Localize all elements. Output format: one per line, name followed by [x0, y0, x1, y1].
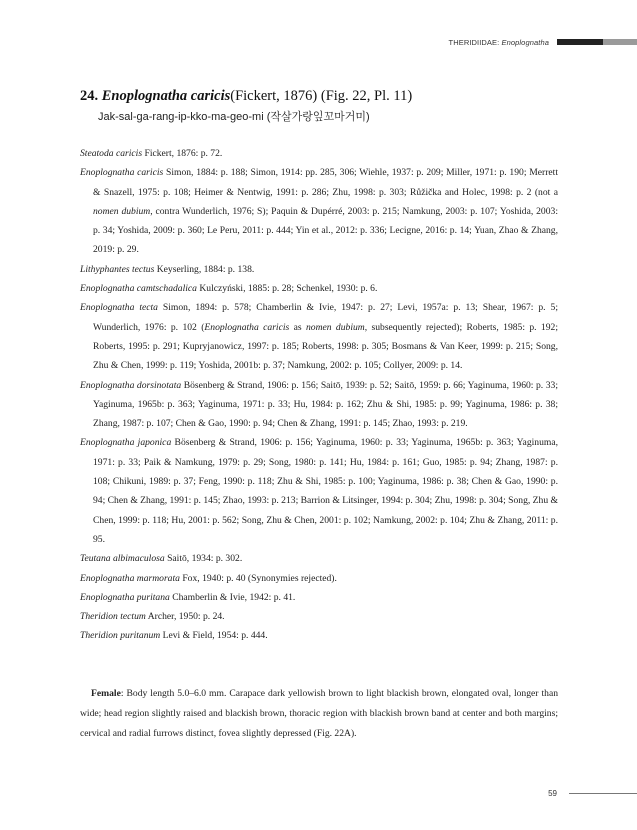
synonym-name: Enoplognatha caricis [80, 167, 164, 179]
synonym-name: Enoplognatha puritana [80, 591, 170, 603]
synonym-refs: Fickert, 1876: p. 72. [142, 148, 223, 159]
synonym-entry [80, 376, 558, 434]
species-name: Enoplognatha caricis [101, 88, 231, 104]
synonym-entry [80, 569, 558, 588]
female-description [80, 684, 558, 744]
synonym-name: Enoplognatha tecta [80, 302, 158, 314]
synonym-refs: Bösenberg & Strand, 1906: p. 156; Saitō, 1939: p. 52; Saitō, 1959: p. 66; Yaginuma, 1960: p. 33; Yaginuma, 1965b: p. 363; Yaginuma, 1971: p. 33; Hu, 1984: p. 162; Zhu & Shi, 1985: p. 99; Yaginuma, 1986: p. 38; Zhang, 1987: p. 107; Chen & Gao, 1990: p. 94; Chen & Zhang, 1991: p. 145; Zhao, 1993: p. 219. [93, 379, 558, 430]
synonym-refs: Levi & Field, 1954: p. 444. [160, 630, 268, 642]
synonym-entry [80, 260, 558, 279]
header-bar-dark [557, 39, 603, 45]
synonym-refs: Saitō, 1934: p. 302. [164, 553, 243, 565]
synonym-name: Enoplognatha camtschadalica [80, 283, 197, 295]
common-name: Jak-sal-ga-rang-ip-kko-ma-geo-mi (작살가랑잎꼬마거미) [98, 111, 370, 123]
page-number: 59 [548, 789, 557, 798]
species-author: (Fickert, 1876) [230, 88, 318, 104]
page-footer [548, 789, 637, 798]
synonym-refs: Archer, 1950: p. 24. [145, 611, 225, 623]
synonym-name: Enoplognatha dorsinotata [80, 379, 182, 391]
synonym-refs: Chamberlin & Ivie, 1942: p. 41. [169, 591, 296, 603]
synonym-entry [80, 144, 558, 163]
running-header-text [449, 38, 549, 47]
synonym-refs: Kulczyński, 1885: p. 28; Schenkel, 1930: p. 6. [196, 283, 378, 295]
running-header [449, 36, 637, 48]
footer-rule [569, 793, 637, 794]
synonym-name: Enoplognatha japonica [80, 437, 172, 449]
synonym-entry [80, 279, 558, 298]
synonym-refs: as [289, 321, 306, 333]
species-figref: (Fig. 22, Pl. 11) [320, 88, 413, 104]
synonym-entry [80, 433, 558, 549]
synonym-entry [80, 549, 558, 568]
synonym-refs: Simon, 1884: p. 188; Simon, 1914: pp. 285, 306; Wiehle, 1937: p. 209; Miller, 1971: p. 190; Merrett & Snazell, 1975: p. 108; Heimer & Nentwig, 1991: p. 286; Zhu, 1998: p. 303; Růžička and Holec, 1998: p. 2 (not a [93, 167, 559, 198]
synonym-refs: Keyserling, 1884: p. 138. [154, 263, 255, 275]
synonym-name: Steatoda caricis [80, 148, 143, 159]
species-title [80, 88, 412, 105]
synonym-name: Lithyphantes tectus [80, 263, 155, 275]
synonym-refs: Bösenberg & Strand, 1906: p. 156; Yaginuma, 1960: p. 33; Yaginuma, 1965b: p. 363; Yaginuma, 1971: p. 33; Paik & Namkung, 1979: p. 29; Song, 1980: p. 141; Hu, 1984: p. 161; Guo, 1985: p. 94; Zhang, 1987: p. 108; Chikuni, 1989: p. 37; Feng, 1990: p. 118; Zhu & Shi, 1985: p. 100; Yaginuma, 1986: p. 38; Chen & Gao, 1990: p. 94; Chen & Zhang, 1991: p. 145; Zhao, 1993: p. 213; Barrion & Litsinger, 1994: p. 304; Zhu, 1998: p. 304; Song, Zhu & Chen, 1999: p. 118; Hu, 2001: p. 562; Song, Zhu & Chen, 2001: p. 102; Namkung, 2002: p. 104; Zhu & Zhang, 2011: p. 95. [93, 437, 558, 545]
description-label: Female [91, 688, 121, 699]
synonym-italic: Enoplognatha caricis [204, 321, 290, 333]
synonym-name: Theridion tectum [80, 611, 146, 623]
synonym-name: Theridion puritanum [80, 630, 161, 642]
synonym-refs: , contra Wunderlich, 1976; S); Paquin & Dupérré, 2003: p. 215; Namkung, 2003: p. 107; Yoshida, 2003: p. 34; Yoshida, 2009: p. 360; Le Peru, 2011: p. 444; Yin et al., 2012: p. 336; Lecigne, 2016: p. 14; Yuan, Zhao & Zhang, 2019: p. 29. [93, 205, 558, 256]
synonymy-list [80, 144, 558, 646]
synonym-entry [80, 626, 558, 645]
synonym-name: Enoplognatha marmorata [80, 572, 180, 584]
synonym-refs: Fox, 1940: p. 40 (Synonymies rejected). [179, 572, 337, 584]
synonym-italic: nomen dubium [305, 321, 365, 333]
header-genus: Enoplognatha [501, 37, 549, 47]
description-text: : Body length 5.0–6.0 mm. Carapace dark yellowish brown to light blackish brown, elongated oval, longer than wide; head region slightly raised and blackish brown, thoracic region with blackish brown band at center and both margins; cervical and radial furrows distinct, fovea slightly depressed (Fig. 22A). [80, 688, 558, 739]
synonym-refs: , subsequently rejected); Roberts, 1985: p. 192; Roberts, 1995: p. 291; Kupryjanowicz, 1997: p. 185; Roberts, 1998: p. 305; Bosmans & Van Keer, 1999: p. 215; Song, Zhu & Chen, 1999: p. 119; Yoshida, 2001b: p. 37; Namkung, 2002: p. 105; Collyer, 2009: p. 14. [93, 321, 558, 372]
synonym-entry [80, 298, 558, 375]
synonym-italic: nomen dubium [93, 205, 151, 217]
header-family: THERIDIIDAE: [448, 37, 502, 47]
header-bar-light [603, 39, 637, 45]
synonym-refs: Simon, 1894: p. 578; Chamberlin & Ivie, 1947: p. 27; Levi, 1957a: p. 13; Shear, 1967: p. 5; Wunderlich, 1976: p. 102 ( [93, 302, 558, 333]
synonym-entry [80, 163, 558, 259]
synonym-entry [80, 607, 558, 626]
species-number: 24. [80, 88, 99, 104]
synonym-name: Teutana albimaculosa [80, 553, 165, 565]
synonym-entry [80, 588, 558, 607]
